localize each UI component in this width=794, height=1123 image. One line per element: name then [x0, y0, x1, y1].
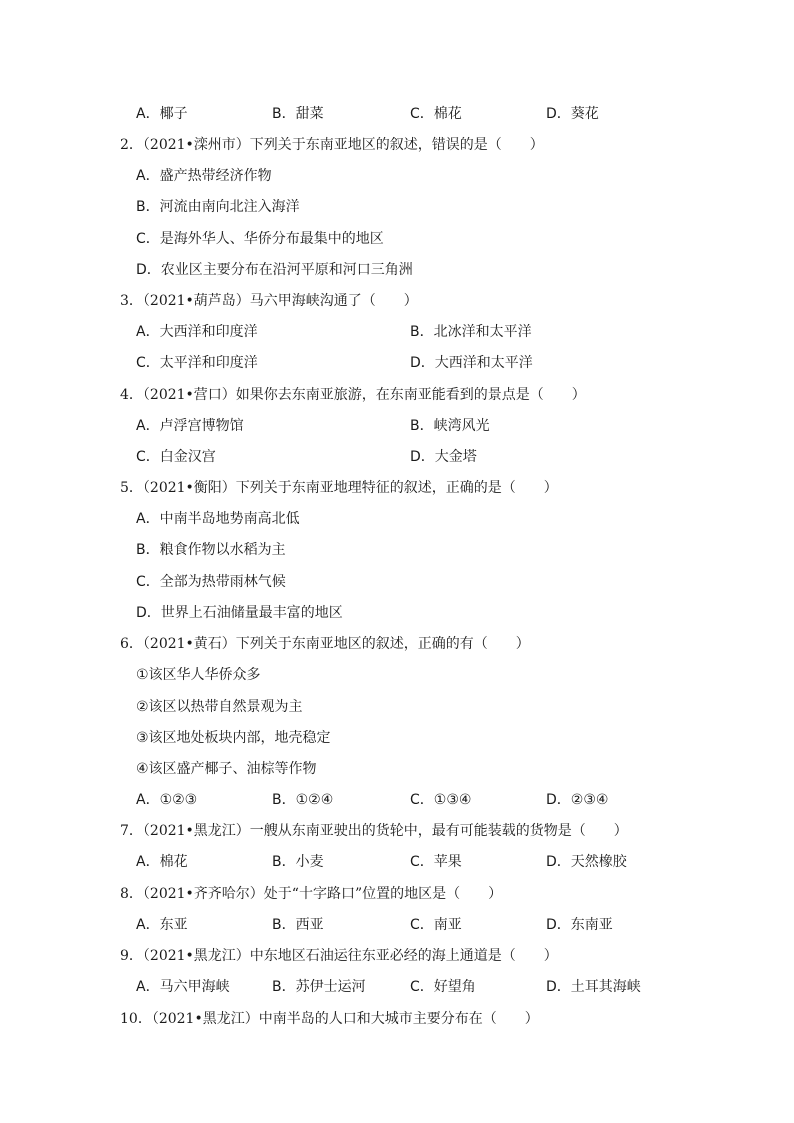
q6-statement-3: ③该区地处板块内部，地壳稳定: [136, 730, 331, 746]
q3-option-c: C．太平洋和印度洋: [136, 355, 258, 371]
q2-option-a: A．盛产热带经济作物: [136, 168, 272, 184]
q2-stem: 2．（2021•滦州市）下列关于东南亚地区的叙述，错误的是（ ）: [120, 137, 544, 153]
q3-option-d: D．大西洋和太平洋: [410, 355, 533, 371]
q9-option-a: A．马六甲海峡: [136, 979, 230, 995]
q9-stem: 9．（2021•黑龙江）中东地区石油运往东亚必经的海上通道是（ ）: [120, 948, 558, 964]
q9-option-c: C．好望角: [410, 979, 476, 995]
q4-option-b: B．峡湾风光: [410, 418, 490, 434]
q2-option-c: C．是海外华人、华侨分布最集中的地区: [136, 231, 384, 247]
q7-stem: 7．（2021•黑龙江）一艘从东南亚驶出的货轮中，最有可能装载的货物是（ ）: [120, 823, 628, 839]
q7-option-c: C．苹果: [410, 854, 462, 870]
q8-option-b: B．西亚: [272, 917, 324, 933]
q1-option-a: A．椰子: [136, 106, 188, 122]
q6-option-c: C．①③④: [410, 792, 472, 808]
q3-option-b: B．北冰洋和太平洋: [410, 324, 532, 340]
q10-stem: 10．（2021•黑龙江）中南半岛的人口和大城市主要分布在（ ）: [120, 1011, 539, 1027]
q8-stem: 8．（2021•齐齐哈尔）处于“十字路口”位置的地区是（ ）: [120, 886, 503, 902]
q2-option-d: D．农业区主要分布在沿河平原和河口三角洲: [136, 262, 413, 278]
q3-stem: 3．（2021•葫芦岛）马六甲海峡沟通了（ ）: [120, 293, 418, 309]
q8-option-c: C．南亚: [410, 917, 462, 933]
q5-stem: 5．（2021•衡阳）下列关于东南亚地理特征的叙述，正确的是（ ）: [120, 480, 558, 496]
q7-option-b: B．小麦: [272, 854, 324, 870]
q7-option-d: D．天然橡胶: [546, 854, 627, 870]
q6-option-d: D．②③④: [546, 792, 609, 808]
q4-option-a: A．卢浮宫博物馆: [136, 418, 244, 434]
q9-option-d: D．土耳其海峡: [546, 979, 641, 995]
q5-option-a: A．中南半岛地势南高北低: [136, 511, 300, 527]
q1-option-d: D．葵花: [546, 106, 599, 122]
q8-option-d: D．东南亚: [546, 917, 613, 933]
q4-stem: 4．（2021•营口）如果你去东南亚旅游，在东南亚能看到的景点是（ ）: [120, 387, 586, 403]
q5-option-c: C．全部为热带雨林气候: [136, 574, 286, 590]
q6-statement-2: ②该区以热带自然景观为主: [136, 699, 303, 715]
q3-option-a: A．大西洋和印度洋: [136, 324, 258, 340]
q8-option-a: A．东亚: [136, 917, 188, 933]
q6-option-a: A．①②③: [136, 792, 198, 808]
q6-option-b: B．①②④: [272, 792, 334, 808]
q7-option-a: A．棉花: [136, 854, 188, 870]
q6-stem: 6．（2021•黄石）下列关于东南亚地区的叙述，正确的有（ ）: [120, 636, 530, 652]
q9-option-b: B．苏伊士运河: [272, 979, 366, 995]
q2-option-b: B．河流由南向北注入海洋: [136, 199, 300, 215]
q6-statement-1: ①该区华人华侨众多: [136, 667, 261, 683]
q1-option-c: C．棉花: [410, 106, 462, 122]
q4-option-d: D．大金塔: [410, 449, 477, 465]
q1-option-b: B．甜菜: [272, 106, 324, 122]
q6-statement-4: ④该区盛产椰子、油棕等作物: [136, 761, 317, 777]
q5-option-d: D．世界上石油储量最丰富的地区: [136, 605, 343, 621]
q4-option-c: C．白金汉宫: [136, 449, 216, 465]
q5-option-b: B．粮食作物以水稻为主: [136, 542, 286, 558]
